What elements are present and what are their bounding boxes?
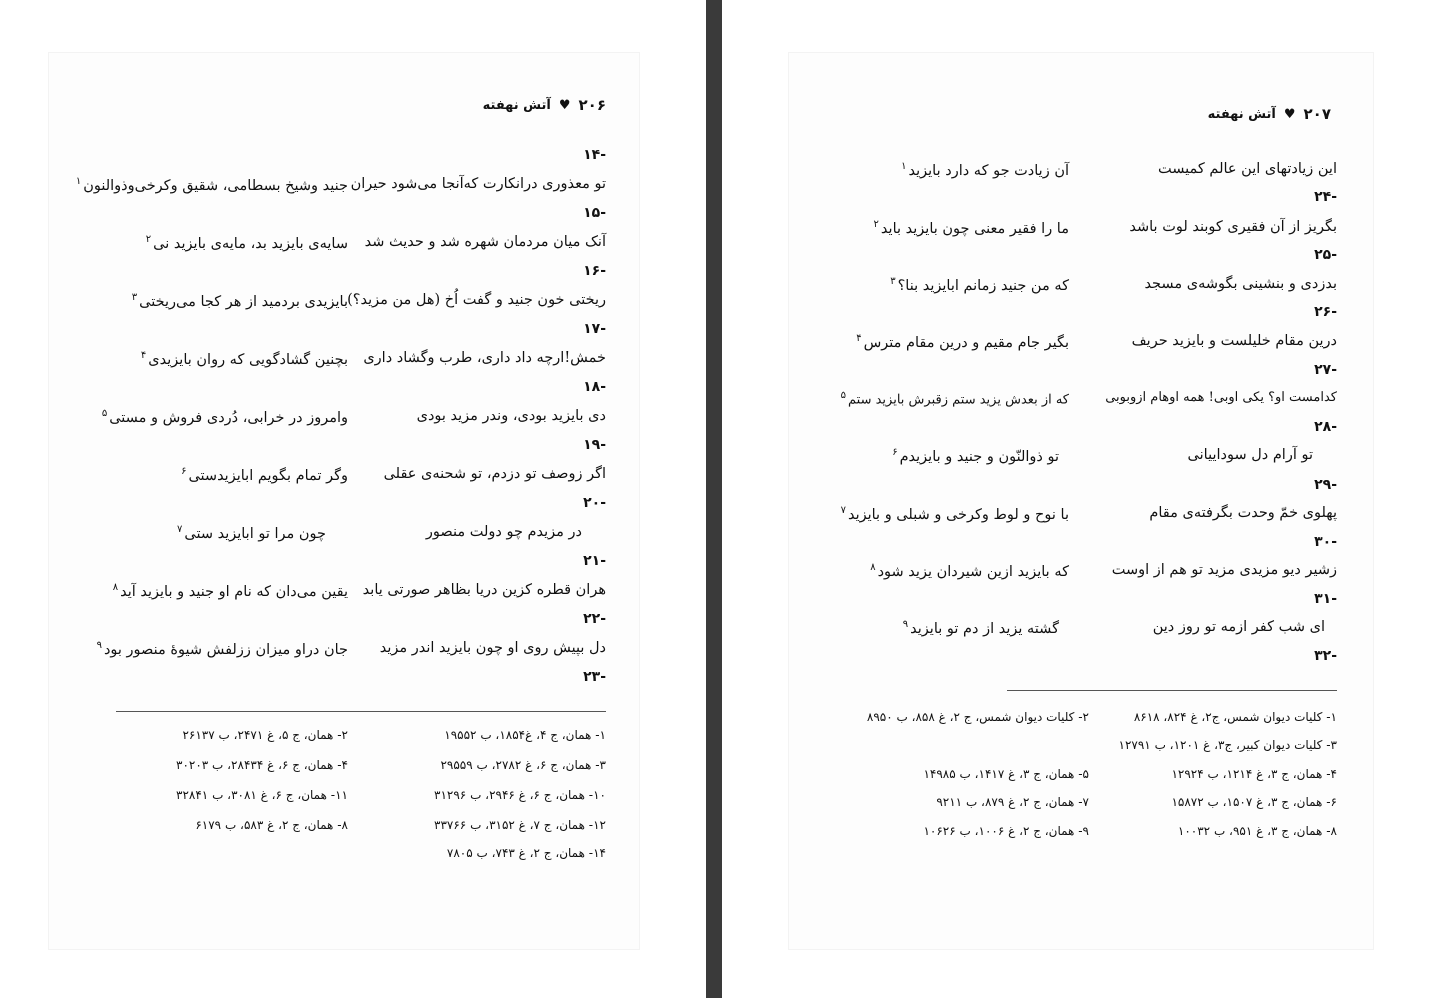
footnote-ref: ۹ [902, 619, 909, 630]
left-page-header [483, 96, 606, 114]
footnote-ref: ۹ [96, 640, 102, 651]
footnote-ref: ۸ [112, 582, 119, 593]
verse-line [837, 506, 1337, 530]
footnote-ref: ۵ [101, 408, 108, 419]
footnote: ۱- کلیات دیوان شمس، ج۲، غ ۸۲۴، ۸۶۱۸ [1133, 710, 1337, 724]
hemistich-second: تو ذوالنّون و جنید و بایزیدم$^۶$ [892, 447, 1059, 465]
hemistich-second: که بایزید ازین شیردان یزید شود$^۸$ [870, 562, 1069, 580]
verse-line [116, 235, 606, 259]
hemistich-first: کدامست او؟ یکی اوبی! همه اوهام ازوبوبی [1105, 390, 1337, 405]
hemistich-second: جان دراو میزان ززلفش شیوهٔ منصور بود$^۹$ [96, 640, 348, 658]
right-page [722, 0, 1433, 998]
footnote: ۴- همان، ج ۳، غ ۱۲۱۴، ب ۱۲۹۲۴ [1171, 767, 1337, 781]
hemistich-second: جنید وشیخ بسطامی، شقیق وکرخی‌وذوالنون$^۱$ [75, 176, 348, 194]
hemistich-second: وگر تمام بگویم ابایزیدستی$^۶$ [181, 466, 348, 484]
footnote: ۱۱- همان، ج ۶، غ ۳۰۸۱، ب ۳۲۸۴۱ [176, 788, 348, 802]
footnote-ref: ۲ [145, 234, 152, 245]
verse-line [837, 277, 1337, 301]
footnote: ۴- همان، ج ۶، غ ۲۸۴۳۴، ب ۳۰۲۰۳ [176, 758, 348, 772]
footnote: ۱۲- همان، ج ۷، غ ۳۱۵۲، ب ۳۳۷۶۶ [434, 818, 606, 832]
hemistich-first: ای شب کفر ازمه تو روز دین [1152, 619, 1325, 635]
footnote: ۹- همان، ج ۲، غ ۱۰۰۶، ب ۱۰۶۲۶ [923, 824, 1089, 838]
hemistich-first: خمش!ارچه داد داری، طرب وگشاد داری [363, 350, 606, 366]
verse-number: -۱۷ [583, 321, 606, 337]
verse-line [837, 620, 1337, 644]
hemistich-first: بگریز از آن فقیری کوبند لوت باشد [1129, 219, 1337, 235]
verse-number: -۲۹ [1314, 477, 1337, 493]
hemistich-first: آنک میان مردمان شهره شد و حدیث شد [364, 234, 606, 250]
hemistich-first: بدزدی و بنشینی بگوشه‌ی مسجد [1144, 276, 1337, 292]
footnote-ref: ۳ [890, 276, 896, 287]
hemistich-first: درین مقام خلیلست و بایزید حریف [1131, 333, 1337, 349]
hemistich-first: تو معذوری درانکارت که‌آنجا می‌شود حیران [350, 176, 606, 192]
right-page-header [1208, 105, 1331, 123]
verse-line [116, 351, 606, 375]
hemistich-first: دل بپیش روی او چون بایزید اندر مزید [379, 640, 606, 656]
verse-line [116, 467, 606, 491]
verse-number: -۳۲ [1314, 648, 1337, 664]
verse-line [837, 391, 1337, 415]
verse-line [75, 176, 606, 201]
hemistich-second: بگیر جام مقیم و درین مقام مترس$^۴$ [856, 333, 1069, 351]
footnote-ref: ۱ [901, 161, 907, 172]
hemistich-second: آن زیادت جو که دارد بایزید$^۱$ [901, 161, 1069, 179]
verse-number: -۳۰ [1314, 534, 1337, 550]
verse-number: -۲۶ [1314, 304, 1337, 320]
verse-number: -۲۲ [583, 611, 606, 627]
footnote-ref: ۵ [840, 390, 846, 401]
verse-number: -۱۴ [583, 147, 606, 163]
heart-icon: ♥ [558, 97, 571, 113]
verse-line [837, 334, 1337, 358]
hemistich-second: بچنین گشادگویی که روان بایزیدی$^۴$ [140, 350, 348, 368]
page-number: ۲۰۶ [578, 96, 606, 114]
verse-number: -۱۸ [583, 379, 606, 395]
hemistich-second: ما را فقیر معنی چون بایزید باید$^۲$ [873, 219, 1069, 237]
footnote-rule [116, 711, 606, 712]
hemistich-second: یقین می‌دان که نام او جنید و بایزید آید$^۸$ [112, 582, 348, 600]
footnote-ref: ۷ [840, 505, 846, 516]
verse-line [837, 162, 1337, 186]
footnote: ۳- همان، ج ۶، غ ۲۷۸۲، ب ۲۹۵۵۹ [440, 758, 606, 772]
hemistich-second: با نوح و لوط وکرخی و شبلی و بایزید$^۷$ [840, 505, 1069, 523]
verse-line [837, 220, 1337, 244]
footnote-ref: ۷ [176, 524, 183, 535]
footnote: ۸- همان، ج ۳، غ ۹۵۱، ب ۱۰۰۳۲ [1177, 824, 1337, 838]
footnote-ref: ۸ [870, 562, 876, 573]
verse-line [116, 525, 606, 549]
verse-line [101, 408, 606, 433]
running-title: آتش نهفته [482, 97, 551, 113]
right-page-sheet [788, 52, 1374, 950]
running-title: آتش نهفته [1207, 106, 1276, 122]
hemistich-first: ریختی خون جنید و گفت اُخ (هل من مزید؟) [347, 292, 606, 308]
footnote-ref: ۳ [131, 292, 138, 303]
footnote: ۶- همان، ج ۳، غ ۱۵۰۷، ب ۱۵۸۷۲ [1171, 795, 1337, 809]
hemistich-first: زشیر دیو مزیدی مزید تو هم از اوست [1111, 562, 1337, 578]
left-page [0, 0, 706, 998]
footnote: ۱- همان، ج ۴، غ۱۸۵۴، ب ۱۹۵۵۲ [444, 728, 606, 742]
hemistich-first: تو آرام دل سوداییانی [1187, 447, 1313, 463]
footnote: ۳- کلیات دیوان کبیر، ج۳، غ ۱۲۰۱، ب ۱۲۷۹۱ [1118, 738, 1337, 752]
footnote: ۱۰- همان، ج ۶، غ ۲۹۴۶، ب ۳۱۲۹۶ [434, 788, 606, 802]
footnote-ref: ۶ [181, 466, 187, 477]
verse-number: -۳۱ [1314, 591, 1337, 607]
verse-number: -۲۵ [1314, 247, 1337, 263]
verse-number: -۱۵ [583, 205, 606, 221]
footnote-ref: ۶ [892, 447, 898, 458]
hemistich-second: وامروز در خرابی، دُردی فروش و مستی$^۵$ [101, 408, 348, 426]
verse-number: -۲۰ [583, 495, 606, 511]
footnote-ref: ۲ [873, 219, 879, 230]
verse-number: -۲۷ [1314, 362, 1337, 378]
hemistich-first: اگر زوصف تو دزدم، تو شحنه‌ی عقلی [383, 466, 606, 482]
footnote: ۸- همان، ج ۲، غ ۵۸۳، ب ۶۱۷۹ [195, 818, 348, 832]
hemistich-first: در مزیدم چو دولت منصور [425, 524, 582, 540]
verse-line [837, 563, 1337, 587]
hemistich-first: هران قطره کزین دریا بظاهر صورتی یابد [362, 582, 606, 598]
verse-line [112, 582, 606, 607]
footnote: ۲- همان، ج ۵، غ ۲۴۷۱، ب ۲۶۱۳۷ [182, 728, 348, 742]
verse-number: -۲۴ [1314, 189, 1337, 205]
hemistich-second: چون مرا تو ابایزید ستی$^۷$ [176, 524, 326, 542]
hemistich-second: بایزیدی بردمید از هر کجا می‌ریختی$^۳$ [131, 292, 348, 310]
verse-number: -۱۶ [583, 263, 606, 279]
footnote: ۲- کلیات دیوان شمس، ج ۲، غ ۸۵۸، ب ۸۹۵۰ [866, 710, 1089, 724]
hemistich-first: دی بایزید بودی، وندر مزید بودی [416, 408, 606, 424]
verse-line [96, 640, 606, 665]
hemistich-second: گشته یزید از دم تو بایزید$^۹$ [902, 619, 1059, 637]
footnote: ۱۴- همان، ج ۲، غ ۷۴۳، ب ۷۸۰۵ [446, 846, 606, 860]
verse-number: -۲۱ [583, 553, 606, 569]
footnote-rule [1007, 690, 1337, 691]
hemistich-second: که از بعدش یزید ستم زقبرش بایزید ستم$^۵$ [840, 390, 1069, 408]
hemistich-second: سایه‌ی بایزید بد، مایه‌ی بایزید نی$^۲$ [145, 234, 348, 252]
verse-number: -۱۹ [583, 437, 606, 453]
footnote-ref: ۴ [140, 350, 147, 361]
verse-line [837, 448, 1337, 472]
heart-icon: ♥ [1283, 106, 1296, 122]
footnote: ۵- همان، ج ۳، غ ۱۴۱۷، ب ۱۴۹۸۵ [923, 767, 1089, 781]
hemistich-second: که من جنید زمانم ابایزید بنا؟$^۳$ [890, 276, 1069, 294]
hemistich-first: این زیادتهای این عالم کمیست [1157, 161, 1337, 177]
footnote-ref: ۴ [856, 333, 862, 344]
footnote-ref: ۱ [75, 176, 82, 187]
page-divider [706, 0, 722, 998]
hemistich-first: پهلوی خمّ وحدت بگرفته‌ی مقام [1149, 505, 1337, 521]
page-number: ۲۰۷ [1303, 105, 1331, 123]
footnote: ۷- همان، ج ۲، غ ۸۷۹، ب ۹۲۱۱ [936, 795, 1089, 809]
verse-number: -۲۸ [1314, 419, 1337, 435]
verse-line [116, 293, 606, 317]
verse-number: -۲۳ [583, 669, 606, 685]
